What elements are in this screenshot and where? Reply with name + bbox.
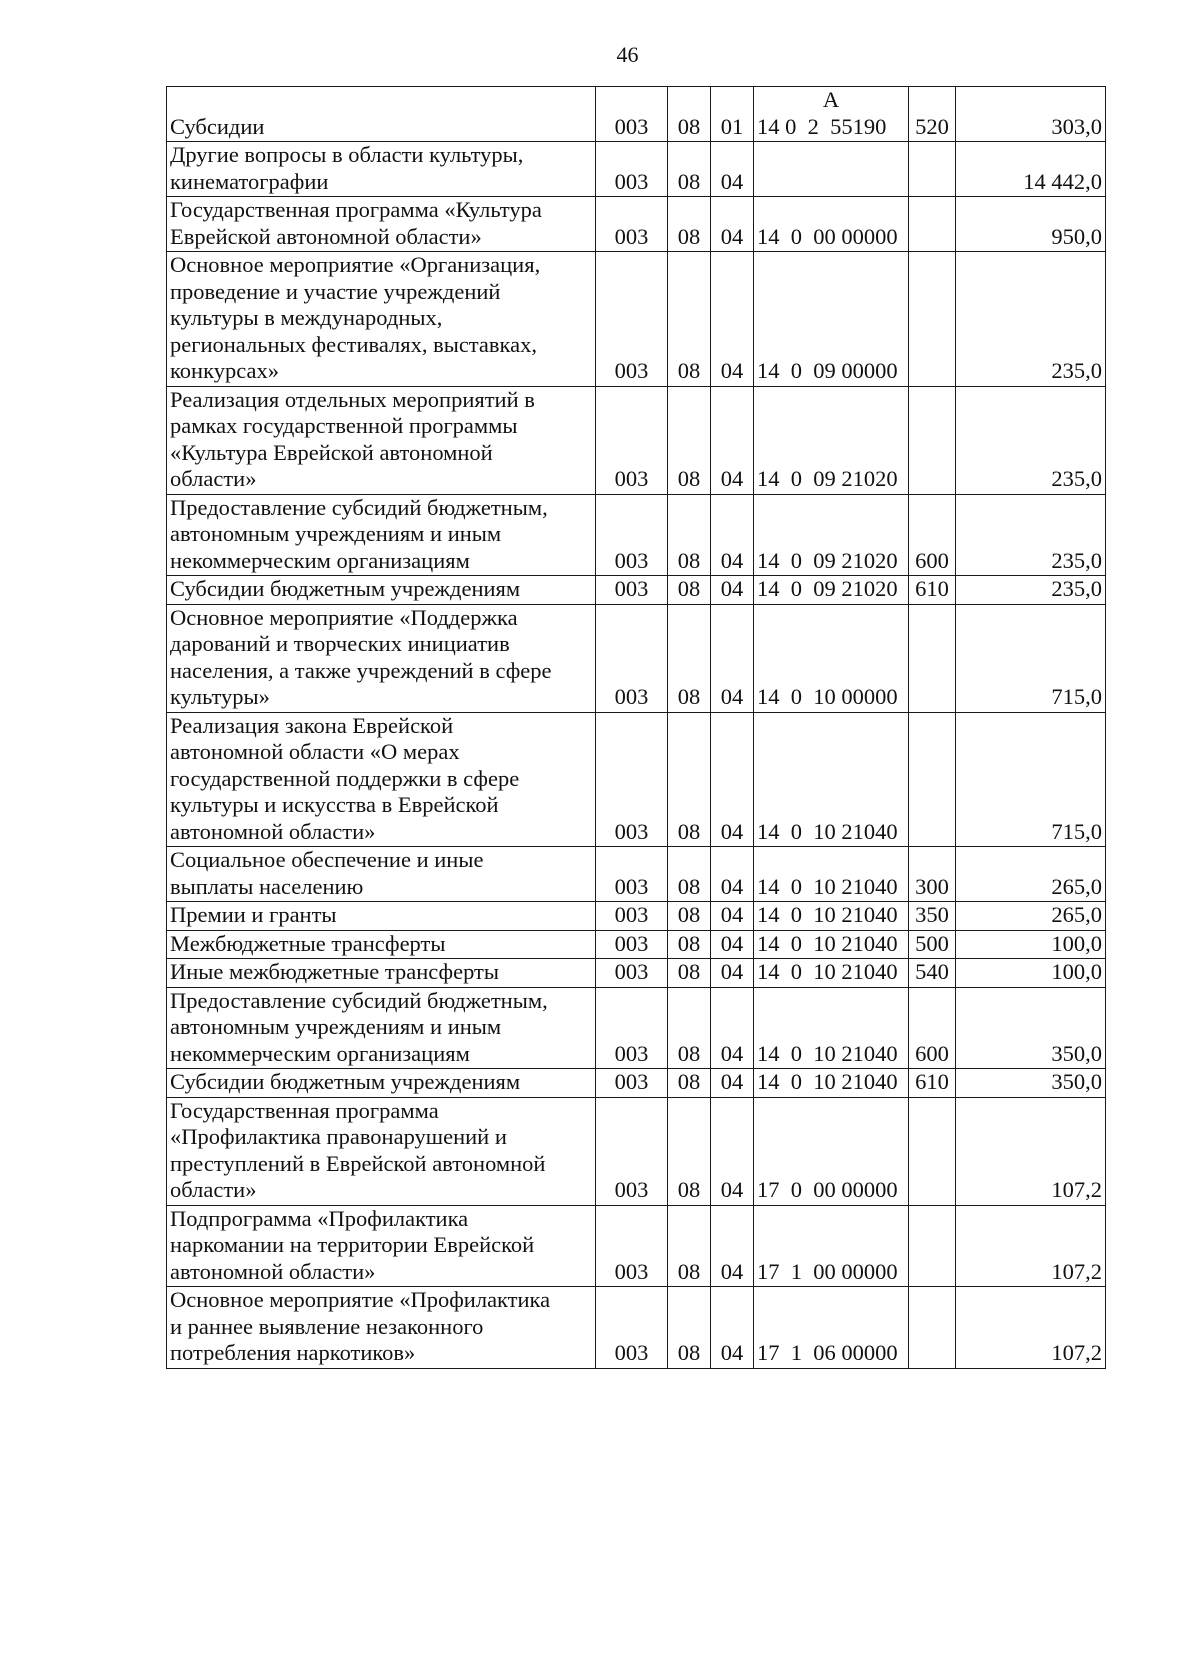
row-target-article-cell: 14 0 09 21020 xyxy=(754,386,909,494)
row-grbs-code-cell: 003 xyxy=(596,386,668,494)
row-amount-cell: 715,0 xyxy=(956,712,1106,847)
row-subsection-code-cell: 04 xyxy=(711,987,754,1069)
table-row xyxy=(167,930,1106,959)
row-subsection-code-cell: 04 xyxy=(711,959,754,988)
row-section-code-cell: 08 xyxy=(668,604,711,712)
row-amount-cell: 107,2 xyxy=(956,1287,1106,1369)
row-name-cell: Иные межбюджетные трансферты xyxy=(167,959,596,988)
row-grbs-code-cell: 003 xyxy=(596,1069,668,1098)
table-row xyxy=(167,252,1106,387)
row-name-cell: Межбюджетные трансферты xyxy=(167,930,596,959)
row-expense-type-cell: 500 xyxy=(909,930,956,959)
row-amount-cell: 100,0 xyxy=(956,930,1106,959)
row-expense-type-cell xyxy=(909,1205,956,1287)
row-section-code-cell: 08 xyxy=(668,87,711,142)
row-amount-cell: 107,2 xyxy=(956,1205,1106,1287)
row-section-code-cell: 08 xyxy=(668,1205,711,1287)
row-section-code-cell: 08 xyxy=(668,386,711,494)
row-expense-type-cell xyxy=(909,1097,956,1205)
row-name-cell: Субсидии бюджетным учреждениям xyxy=(167,1069,596,1098)
row-target-article-cell: 14 0 10 00000 xyxy=(754,604,909,712)
row-subsection-code-cell: 04 xyxy=(711,930,754,959)
table-row xyxy=(167,87,1106,142)
row-section-code-cell: 08 xyxy=(668,930,711,959)
row-grbs-code-cell: 003 xyxy=(596,197,668,252)
row-name-cell: Основное мероприятие «Организация, проведение и участие учреждений культуры в международных, региональных фестивалях, выставках, конкурсах» xyxy=(167,252,596,387)
row-amount-cell: 107,2 xyxy=(956,1097,1106,1205)
row-amount-cell: 100,0 xyxy=(956,959,1106,988)
row-section-code-cell: 08 xyxy=(668,987,711,1069)
row-name-cell: Премии и гранты xyxy=(167,902,596,931)
row-target-article-cell xyxy=(754,142,909,197)
row-grbs-code-cell: 003 xyxy=(596,87,668,142)
row-section-code-cell: 08 xyxy=(668,142,711,197)
budget-table-body xyxy=(167,87,1106,1369)
row-name-cell: Реализация отдельных мероприятий в рамках государственной программы «Культура Еврейской автономной области» xyxy=(167,386,596,494)
row-name-cell: Предоставление субсидий бюджетным, автономным учреждениям и иным некоммерческим организациям xyxy=(167,494,596,576)
row-section-code-cell: 08 xyxy=(668,959,711,988)
row-name-cell: Государственная программа «Профилактика правонарушений и преступлений в Еврейской автономной области» xyxy=(167,1097,596,1205)
row-grbs-code-cell: 003 xyxy=(596,1097,668,1205)
budget-table xyxy=(166,86,1106,1369)
table-row xyxy=(167,494,1106,576)
table-row xyxy=(167,604,1106,712)
row-subsection-code-cell: 04 xyxy=(711,1287,754,1369)
row-section-code-cell: 08 xyxy=(668,1097,711,1205)
row-subsection-code-cell: 04 xyxy=(711,576,754,605)
table-row xyxy=(167,1205,1106,1287)
row-target-article-cell: 14 0 10 21040 xyxy=(754,987,909,1069)
row-name-cell: Государственная программа «Культура Еврейской автономной области» xyxy=(167,197,596,252)
row-grbs-code-cell: 003 xyxy=(596,576,668,605)
row-section-code-cell: 08 xyxy=(668,197,711,252)
table-row xyxy=(167,959,1106,988)
row-section-code-cell: 08 xyxy=(668,576,711,605)
row-section-code-cell: 08 xyxy=(668,712,711,847)
row-grbs-code-cell: 003 xyxy=(596,252,668,387)
table-row xyxy=(167,1097,1106,1205)
row-expense-type-cell: 300 xyxy=(909,847,956,902)
row-expense-type-cell xyxy=(909,142,956,197)
row-expense-type-cell: 540 xyxy=(909,959,956,988)
row-name-cell: Субсидии xyxy=(167,87,596,142)
row-name-cell: Подпрограмма «Профилактика наркомании на территории Еврейской автономной области» xyxy=(167,1205,596,1287)
row-expense-type-cell: 600 xyxy=(909,494,956,576)
row-expense-type-cell xyxy=(909,712,956,847)
row-subsection-code-cell: 04 xyxy=(711,1205,754,1287)
table-row xyxy=(167,386,1106,494)
row-target-article-cell: 17 0 00 00000 xyxy=(754,1097,909,1205)
row-target-article-cell: 14 0 10 21040 xyxy=(754,712,909,847)
row-expense-type-cell: 520 xyxy=(909,87,956,142)
row-amount-cell: 303,0 xyxy=(956,87,1106,142)
table-row xyxy=(167,1069,1106,1098)
row-name-cell: Реализация закона Еврейской автономной области «О мерах государственной поддержки в сфере культуры и искусства в Еврейской автономной области» xyxy=(167,712,596,847)
row-section-code-cell: 08 xyxy=(668,1069,711,1098)
row-target-article-cell: 14 0 10 21040 xyxy=(754,847,909,902)
row-subsection-code-cell: 04 xyxy=(711,604,754,712)
row-grbs-code-cell: 003 xyxy=(596,987,668,1069)
table-row xyxy=(167,712,1106,847)
row-amount-cell: 235,0 xyxy=(956,494,1106,576)
row-expense-type-cell xyxy=(909,386,956,494)
row-target-article-cell: 17 1 00 00000 xyxy=(754,1205,909,1287)
row-target-article-cell: 14 0 09 21020 xyxy=(754,576,909,605)
row-grbs-code-cell: 003 xyxy=(596,847,668,902)
row-target-article-cell: 14 0 10 21040 xyxy=(754,902,909,931)
row-target-article-cell: 14 0 00 00000 xyxy=(754,197,909,252)
row-amount-cell: 235,0 xyxy=(956,252,1106,387)
row-expense-type-cell: 350 xyxy=(909,902,956,931)
row-subsection-code-cell: 04 xyxy=(711,494,754,576)
row-grbs-code-cell: 003 xyxy=(596,959,668,988)
row-subsection-code-cell: 04 xyxy=(711,252,754,387)
row-grbs-code-cell: 003 xyxy=(596,604,668,712)
row-subsection-code-cell: 04 xyxy=(711,197,754,252)
row-subsection-code-cell: 04 xyxy=(711,1097,754,1205)
row-name-cell: Субсидии бюджетным учреждениям xyxy=(167,576,596,605)
table-row xyxy=(167,847,1106,902)
row-grbs-code-cell: 003 xyxy=(596,1287,668,1369)
row-expense-type-cell xyxy=(909,252,956,387)
row-target-article-cell: 14 0 10 21040 xyxy=(754,930,909,959)
row-target-article-cell: 17 1 06 00000 xyxy=(754,1287,909,1369)
row-amount-cell: 350,0 xyxy=(956,1069,1106,1098)
row-amount-cell: 235,0 xyxy=(956,576,1106,605)
row-section-code-cell: 08 xyxy=(668,252,711,387)
row-name-cell: Основное мероприятие «Профилактика и раннее выявление незаконного потребления наркотиков» xyxy=(167,1287,596,1369)
table-row xyxy=(167,902,1106,931)
row-subsection-code-cell: 01 xyxy=(711,87,754,142)
row-grbs-code-cell: 003 xyxy=(596,1205,668,1287)
row-name-cell: Основное мероприятие «Поддержка дарований и творческих инициатив населения, а также учреждений в сфере культуры» xyxy=(167,604,596,712)
target-article-prefix-letter: А xyxy=(822,87,840,112)
row-expense-type-cell: 610 xyxy=(909,1069,956,1098)
row-grbs-code-cell: 003 xyxy=(596,712,668,847)
row-target-article-cell: 14 0 10 21040 xyxy=(754,1069,909,1098)
row-section-code-cell: 08 xyxy=(668,902,711,931)
row-name-cell: Другие вопросы в области культуры, кинематографии xyxy=(167,142,596,197)
row-amount-cell: 14 442,0 xyxy=(956,142,1106,197)
row-name-cell: Предоставление субсидий бюджетным, автономным учреждениям и иным некоммерческим организациям xyxy=(167,987,596,1069)
row-section-code-cell: 08 xyxy=(668,494,711,576)
row-subsection-code-cell: 04 xyxy=(711,902,754,931)
row-grbs-code-cell: 003 xyxy=(596,930,668,959)
row-name-cell: Социальное обеспечение и иные выплаты населению xyxy=(167,847,596,902)
page-number: 46 xyxy=(616,42,639,67)
row-expense-type-cell xyxy=(909,197,956,252)
row-target-article-cell: 14 0 09 00000 xyxy=(754,252,909,387)
row-grbs-code-cell: 003 xyxy=(596,494,668,576)
row-amount-cell: 265,0 xyxy=(956,847,1106,902)
row-section-code-cell: 08 xyxy=(668,847,711,902)
row-subsection-code-cell: 04 xyxy=(711,386,754,494)
row-subsection-code-cell: 04 xyxy=(711,1069,754,1098)
table-row xyxy=(167,1287,1106,1369)
row-target-article-cell: 14 0 09 21020 xyxy=(754,494,909,576)
row-amount-cell: 715,0 xyxy=(956,604,1106,712)
row-expense-type-cell xyxy=(909,604,956,712)
row-target-article-cell: 14 0 10 21040 xyxy=(754,959,909,988)
row-amount-cell: 950,0 xyxy=(956,197,1106,252)
row-subsection-code-cell: 04 xyxy=(711,847,754,902)
row-target-article-cell xyxy=(754,87,909,142)
table-row xyxy=(167,576,1106,605)
row-expense-type-cell: 610 xyxy=(909,576,956,605)
row-subsection-code-cell: 04 xyxy=(711,712,754,847)
table-row xyxy=(167,987,1106,1069)
row-subsection-code-cell: 04 xyxy=(711,142,754,197)
table-row xyxy=(167,142,1106,197)
row-grbs-code-cell: 003 xyxy=(596,142,668,197)
row-amount-cell: 350,0 xyxy=(956,987,1106,1069)
table-row xyxy=(167,197,1106,252)
row-expense-type-cell: 600 xyxy=(909,987,956,1069)
row-section-code-cell: 08 xyxy=(668,1287,711,1369)
row-amount-cell: 265,0 xyxy=(956,902,1106,931)
row-expense-type-cell xyxy=(909,1287,956,1369)
target-article-code: 14 0 2 55190 xyxy=(757,113,887,139)
row-grbs-code-cell: 003 xyxy=(596,902,668,931)
row-amount-cell: 235,0 xyxy=(956,386,1106,494)
